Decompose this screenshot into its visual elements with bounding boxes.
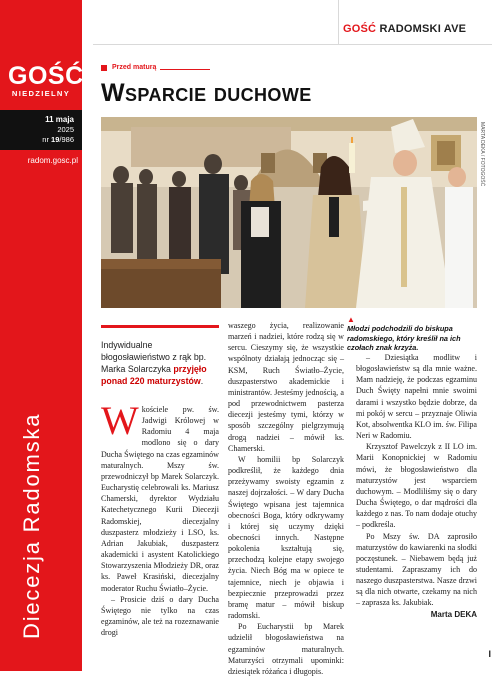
kicker-label: Przed maturą (112, 64, 157, 71)
article-title: Wsparcie duchowe (101, 79, 312, 107)
lead-rule (101, 325, 219, 328)
issue-number: nr 19/986 (42, 135, 74, 144)
paragraph: waszego życia, realizowanie marzeń i nadziei, które rodzą się w sercu. Cieszymy się, że wszystkie wspólnoty działają jednocząc się – KSM, Ruch Światło–Życie, duszpasterstwo akademickie i ministrantów. Jesteśmy jednością, a pod przewodnictwem pasterza diecezji jesteśmy tymi, którzy w sposób szczególny pielgrzymują drogą nadziei – mówił ks. Chamerski. (228, 321, 344, 453)
site-url-link[interactable]: radom.gosc.pl (27, 156, 78, 165)
paragraph: Po Eucharystii bp Marek udzielił błogosławieństwa na egzaminów maturalnych. Maturzyści otrzymali upominki: dziesiątek różańca i długopis. (228, 622, 344, 676)
body-column-2 (228, 320, 344, 677)
paragraph: Krzysztof Pawelczyk z II LO im. Marii Konopnickiej w Radomiu mówi, że błogosławieństwo dla maturzystów jest wsparciem duchowym. – Modliliśmy się o dary Ducha Świętego, o dar mądrości dla każdego z nas. To nam dodaje otuchy – podkreśla. (356, 442, 477, 530)
body-column-3 (356, 352, 477, 620)
article-photo (101, 117, 477, 308)
paragraph: W homilii bp Solarczyk podkreślił, że każdego dnia przeżywamy swoisty egzamin z naszej dojrzałości. – W dary Ducha Świętego wpisana jest tajemnica obecności Boga, który odkrywamy i której się uczymy dzięki obecności innych. Następne pokolenia kształtują się, przechodzą kolejne etapy swojego życia. Niech Bóg ma w opiece te tajemnice, niech je objawia i bezpiecznie przeprowadzi przez bramę matur – mówił biskup radomski. (228, 454, 344, 621)
section-vertical-title: Diecezja Radomska (19, 412, 44, 639)
kicker-square-icon (101, 65, 107, 71)
issue-date: 11 maja (45, 115, 74, 124)
issue-box (0, 110, 82, 150)
supplement-brand: GOŚĆ RADOMSKI AVE (343, 23, 467, 35)
drop-cap: W (101, 398, 139, 443)
header-divider (338, 0, 339, 44)
issue-year: 2025 (57, 125, 74, 134)
article-lead: Indywidualne błogosławieństwo z rąk bp. Marka Solarczyka przyjęło ponad 220 maturzystów. (101, 340, 207, 386)
gosc-niedzielny-logo[interactable] (8, 62, 84, 98)
page-number: I (488, 649, 491, 659)
logo-main-text: GOŚĆ (8, 62, 84, 90)
paragraph: – Dziesiątka modlitw i błogosławieństw są dla mnie ważne. Mam nadzieję, że podczas egzaminu Duch Święty napełni mnie swoimi darami i wszystko będzie dobrze, da mi pokój w sercu – przyznaje Oliwia Kot, absolwentka KLO im. św. Filipa Neri w Radomiu. (356, 353, 477, 441)
author-signature: Marta DEKA (430, 609, 477, 619)
body-column-1 (101, 398, 219, 638)
paragraph: – Prosicie dziś o dary Ducha Świętego nie tylko na czas egzaminów, ale też na rozeznawanie drogi (101, 594, 219, 638)
header-rule (93, 44, 492, 45)
photo-credit: MARTA DEKA / FOTOGOŚĆ (479, 122, 485, 187)
photo-caption (347, 316, 477, 353)
caption-text: Młodzi podchodzili do biskupa radomskiego, który kreślił na ich czołach znak krzyża. (347, 324, 461, 353)
logo-sub-text: NIEDZIELNY (11, 89, 71, 98)
paragraph: Po Mszy św. DA zaprosiło maturzystów do kawiarenki na słodki poczęstunek. – Niebawem będą już studentami. Zapraszamy ich do naszego duszpasterstwa. Nasze drzwi są dla nich otwarte, czekamy na nich – zaprasza ks. Jakubiak. (356, 531, 477, 608)
article-kicker (101, 64, 210, 71)
paragraph: Wkościele pw. św. Jadwigi Królowej w Radomiu 4 maja modlono się o dary Ducha Świętego na czas egzaminów maturalnych. Mszy św. przewodniczył bp Marek Solarczyk. Eucharystię celebrowali ks. Mariusz Chamerski, dyrektor Wydziału Katechetycznego Kurii Diecezji Radomskiej, diecezjalny duszpasterz młodzieży i LSO, ks. Adrian Jakubiak, duszpasterz akademicki i asystent Katolickiego Stowarzyszenia Młodzieży DR, oraz ks. Paweł Krasiński, diecezjalny moderator Ruchu Światło–Życie. (101, 398, 219, 593)
caption-triangle-icon: ▲ (347, 315, 355, 324)
kicker-underline (160, 69, 210, 70)
